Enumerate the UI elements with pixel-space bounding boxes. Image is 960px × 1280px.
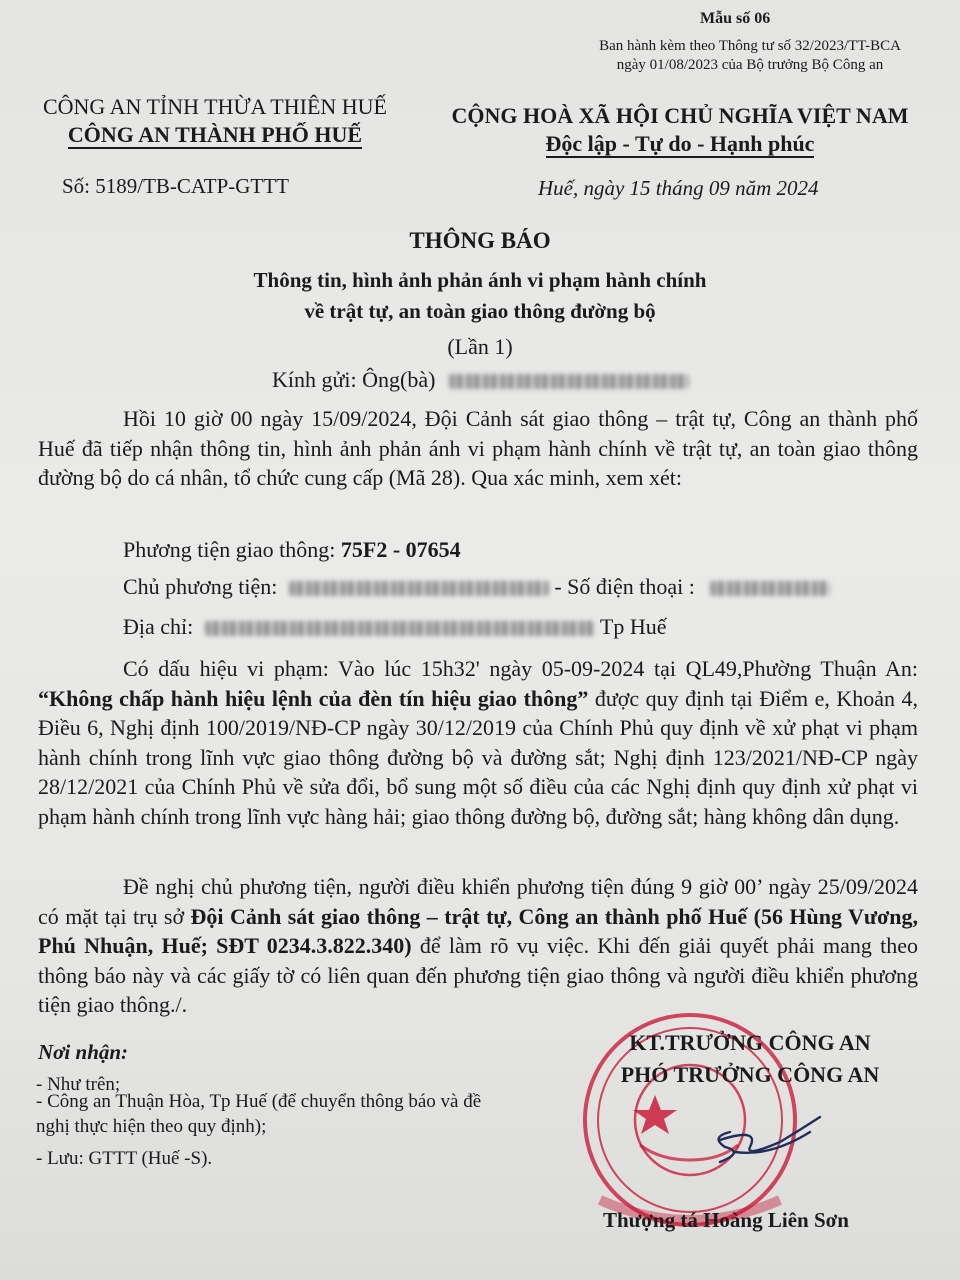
violation-paragraph	[38, 654, 918, 831]
request-location: Đội Cảnh sát giao thông – trật tự, Công an thành phố Huế (56 Hùng Vương, Phú Nhuận, Huế; SĐT 0234.3.822.340)	[38, 903, 918, 958]
violation-legal-basis: được quy định tại Điểm e, Khoản 4, Điều 6, Nghị định 100/2019/NĐ-CP ngày 30/12/2019 của Chính Phủ quy định về xử phạt vi phạm hành chính trong lĩnh vực giao thông đường bộ và đường sắt; Nghị định 123/2021/NĐ-CP ngày 28/12/2021 của Chính Phủ về sửa đổi, bổ sung một số điều của các Nghị định quy định xử phạt vi phạm hành chính trong lĩnh vực hàng hải; giao thông đường bộ, đường sắt; hàng không dân dụng.	[38, 685, 918, 829]
form-note	[560, 37, 940, 75]
intro-text: Hồi 10 giờ 00 ngày 15/09/2024, Đội Cảnh sát giao thông – trật tự, Công an thành phố Huế đã tiếp nhận thông tin, hình ảnh phản ánh vi phạm hành chính về trật tự, an toàn giao thông đường bộ do cá nhân, tổ chức cung cấp (Mã 28). Qua xác minh, xem xét:	[38, 406, 918, 490]
document-number: Số: 5189/TB-CATP-GTTT	[62, 174, 289, 198]
issuer-parent: CÔNG AN TỈNH THỪA THIÊN HUẾ	[42, 94, 387, 119]
recipient-label: Kính gửi: Ông(bà)	[272, 367, 436, 392]
request-instructions: để làm rõ vụ việc. Khi đến giải quyết phải mang theo thông báo này và các giấy tờ có liên quan đến phương tiện giao thông và người điều khiển phương tiện giao thông./.	[38, 933, 919, 1017]
document-subtitle	[0, 265, 960, 327]
notice-count: (Lần 1)	[447, 334, 513, 359]
document-title: THÔNG BÁO	[409, 228, 551, 253]
recipients-list-item: - Lưu: GTTT (Huế -S).	[36, 1148, 213, 1169]
address-label: Địa chỉ:	[123, 614, 194, 639]
request-intro: Đề nghị chủ phương tiện, người điều khiển phương tiện đúng 9 giờ 00’ ngày 25/09/2024 có mặt tại trụ sở	[38, 874, 918, 929]
address-city: Tp Huế	[599, 614, 667, 639]
address-line	[123, 614, 666, 640]
form-number: Mẫu số 06	[700, 10, 771, 27]
place-date: Huế, ngày 15 tháng 09 năm 2024	[538, 176, 819, 200]
nation-title: CỘNG HOÀ XÃ HỘI CHỦ NGHĨA VIỆT NAM	[451, 103, 909, 128]
vehicle-label: Phương tiện giao thông:	[123, 537, 336, 562]
recipients-list-item: - Như trên;	[36, 1074, 121, 1095]
recipients-list-item: - Công an Thuận Hòa, Tp Huế (để chuyển thông báo và đề nghị thực hiện theo quy định);	[36, 1091, 482, 1137]
owner-label: Chủ phương tiện:	[123, 574, 278, 599]
signer-name: Thượng tá Hoàng Liên Sơn	[603, 1208, 849, 1232]
phone-label: - Số điện thoại :	[554, 574, 695, 599]
form-note-line-2: ngày 01/08/2023 của Bộ trưởng Bộ Công an	[616, 57, 884, 73]
recipient-line	[272, 367, 689, 393]
violation-intro: Có dấu hiệu vi phạm: Vào lúc 15h32' ngày 05-09-2024 tại QL49,Phường Thuận An:	[123, 656, 918, 681]
subtitle-line-1: Thông tin, hình ảnh phản ánh vi phạm hành chính	[253, 268, 707, 292]
signature-title	[560, 1027, 940, 1091]
subtitle-line-2: về trật tự, an toàn giao thông đường bộ	[304, 299, 656, 323]
redacted-phone	[710, 581, 830, 596]
handwritten-signature	[700, 1112, 830, 1172]
redacted-address	[205, 621, 595, 636]
intro-paragraph	[38, 404, 918, 493]
redacted-owner-name	[289, 581, 549, 596]
request-paragraph	[38, 872, 918, 1020]
redacted-recipient-name	[449, 374, 689, 389]
issuer-block	[15, 93, 415, 149]
signature-title-line-1: KT.TRƯỞNG CÔNG AN	[629, 1030, 871, 1055]
recipients-title: Nơi nhận:	[38, 1040, 129, 1064]
signature-title-line-2: PHÓ TRƯỞNG CÔNG AN	[620, 1062, 880, 1087]
issuer-unit: CÔNG AN THÀNH PHỐ HUẾ	[67, 122, 363, 147]
vehicle-plate: 75F2 - 07654	[340, 537, 461, 562]
vehicle-line	[123, 537, 461, 563]
nation-block	[425, 102, 935, 158]
violation-quote: “Không chấp hành hiệu lệnh của đèn tín hiệu giao thông”	[38, 685, 589, 711]
form-note-line-1: Ban hành kèm theo Thông tư số 32/2023/TT-BCA	[599, 38, 901, 54]
motto: Độc lập - Tự do - Hạnh phúc	[545, 131, 815, 156]
owner-line	[123, 574, 830, 600]
